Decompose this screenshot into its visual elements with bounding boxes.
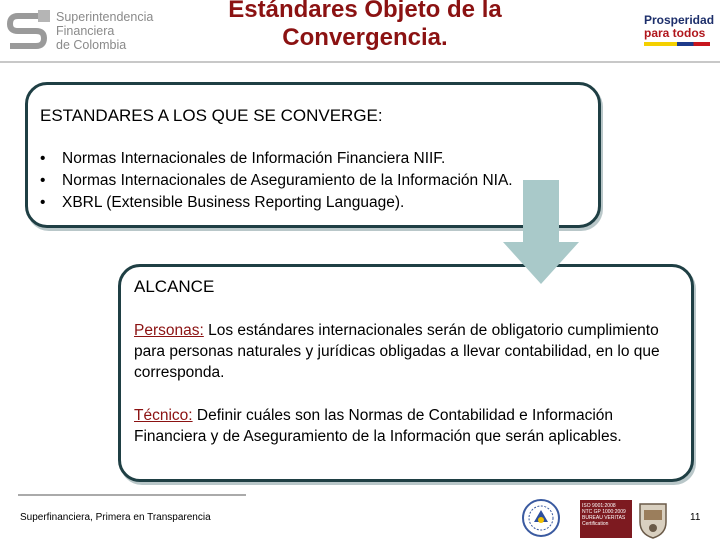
bullet-icon: •: [40, 172, 46, 189]
coat-of-arms-icon: [636, 498, 670, 540]
header-divider: [0, 61, 720, 63]
cert-line: ISO 9001:2008: [582, 503, 616, 509]
slide-title-line: Convergencia.: [282, 24, 448, 51]
flag-stripe: [644, 42, 710, 46]
personas-paragraph: [134, 320, 684, 383]
footer-slogan: Superfinanciera, Primera en Transparencia: [20, 512, 211, 523]
tecnico-paragraph: [134, 405, 684, 447]
arrow-down-icon: [503, 180, 579, 284]
personas-text: Los estándares internacionales serán de obligatorio cumplimiento para personas naturales y jurídicas obligadas a llevar contabilidad, en lo que corresponda.: [134, 322, 660, 381]
cert-line: Certification: [582, 521, 609, 527]
certification-seal-icon: [517, 498, 565, 538]
superintendencia-logo-text: [56, 10, 153, 52]
list-item-text: XBRL (Extensible Business Reporting Language).: [62, 194, 405, 211]
slide-title: [180, 0, 550, 52]
alcance-heading: ALCANCE: [134, 277, 215, 296]
logo-text-line: Financiera: [56, 24, 115, 38]
cert-line: NTC GP 1000:2009: [582, 509, 626, 515]
bullet-icon: •: [40, 194, 46, 211]
bullet-icon: •: [40, 150, 46, 167]
personas-term: Personas:: [134, 322, 204, 339]
superintendencia-logo-icon: [6, 10, 50, 52]
page-number: 11: [690, 512, 701, 523]
converge-heading: ESTANDARES A LOS QUE SE CONVERGE:: [40, 106, 383, 125]
prosperidad-logo-line: Prosperidad: [644, 13, 715, 27]
footer-divider: [18, 494, 246, 496]
superintendencia-logo: [6, 8, 176, 56]
list-item-text: Normas Internacionales de Información Financiera NIIF.: [62, 150, 446, 167]
prosperidad-logo-icon: [644, 14, 714, 50]
prosperidad-logo-line: para todos: [644, 26, 706, 40]
list-item-text: Normas Internacionales de Aseguramiento de la Información NIA.: [62, 172, 513, 189]
logo-text-line: Superintendencia: [56, 10, 154, 24]
cert-line: BUREAU VERITAS: [582, 515, 626, 521]
logo-text-line: de Colombia: [56, 38, 127, 52]
slide-title-line: Estándares Objeto de la: [228, 0, 502, 23]
tecnico-text: Definir cuáles son las Normas de Contabilidad e Información Financiera y de Aseguramiento de la Información que serán aplicables.: [134, 407, 622, 445]
bureau-veritas-badge-icon: [580, 500, 632, 538]
tecnico-term: Técnico:: [134, 407, 193, 424]
